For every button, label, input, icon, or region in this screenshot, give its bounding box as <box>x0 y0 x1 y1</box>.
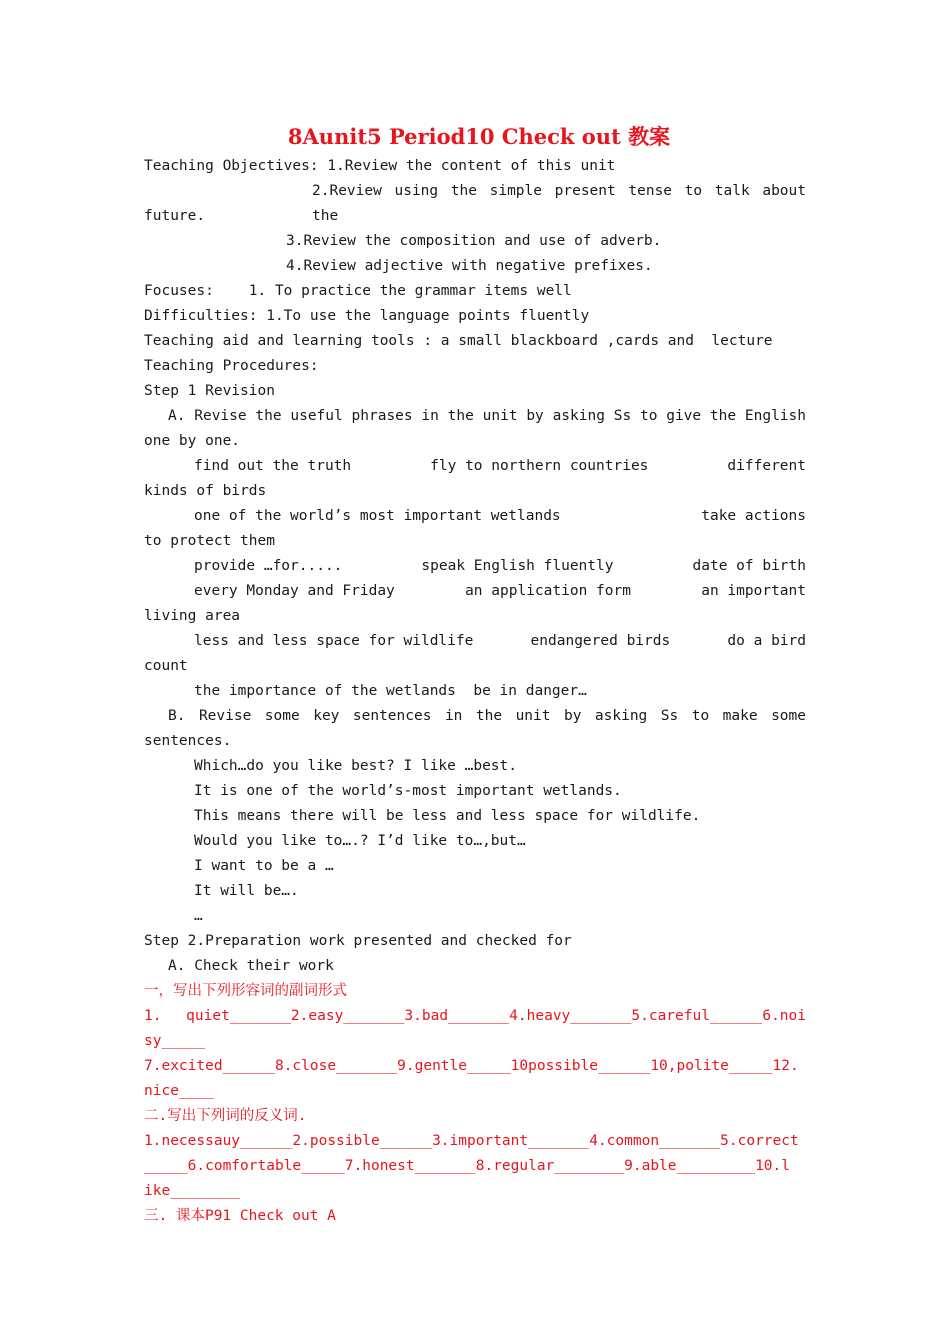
phrase-row <box>144 579 806 604</box>
step-1-b: B. Revise some key sentences in the unit by asking Ss to make some <box>168 708 806 724</box>
exercise-1-line: 7.excited______8.close_______9.gentle_____10possible______10,polite_____12. <box>144 1058 799 1074</box>
step-1-a: A. Revise the useful phrases in the unit by asking Ss to give the English <box>168 408 806 424</box>
step-2-a: A. Check their work <box>168 958 334 974</box>
exercise-1-heading: 一，写出下列形容词的副词形式 <box>144 983 347 999</box>
objective-1: Teaching Objectives: 1.Review the content of this unit <box>144 158 616 174</box>
phrase: fly to northern countries <box>430 458 649 474</box>
phrase-row <box>144 504 806 529</box>
phrase: endangered birds <box>530 633 671 649</box>
sentence: Which…do you like best? I like …best. <box>194 758 518 774</box>
phrase-cont: kinds of birds <box>144 483 267 499</box>
phrase-cont: living area <box>144 608 241 624</box>
page-title: 8Aunit5 Period10 Check out 教案 <box>287 124 671 149</box>
phrase: take actions <box>701 508 806 524</box>
teaching-procedures: Teaching Procedures: <box>144 358 319 374</box>
exercise-2-line: _____6.comfortable_____7.honest_______8.regular________9.able_________10.l <box>144 1158 791 1174</box>
phrase: provide …for..... <box>194 558 343 574</box>
objective-3: 3.Review the composition and use of adverb. <box>286 233 662 249</box>
document-page <box>144 120 806 1229</box>
exercise-3-heading: 三. 课本P91 Check out A <box>144 1208 336 1224</box>
step-1-b-cont: sentences. <box>144 733 232 749</box>
phrase-row <box>144 629 806 654</box>
sentence: I want to be a … <box>194 858 334 874</box>
step-1-heading: Step 1 Revision <box>144 383 275 399</box>
sentence: It will be…. <box>194 883 299 899</box>
step-1-a-cont: one by one. <box>144 433 241 449</box>
phrase-row: the importance of the wetlands be in danger… <box>194 683 587 699</box>
phrase-cont: count <box>144 658 188 674</box>
phrase: an important <box>701 583 806 599</box>
phrase: date of birth <box>692 558 806 574</box>
exercise-2-line: ike________ <box>144 1183 241 1199</box>
objective-2-cont: future. <box>144 208 206 224</box>
exercise-2-heading: 二.写出下列词的反义词. <box>144 1108 307 1124</box>
phrase: different <box>727 458 806 474</box>
objective-2: 2.Review using the simple present tense to talk about the <box>312 183 806 224</box>
sentence: Would you like to….? I’d like to…,but… <box>194 833 526 849</box>
phrase: do a bird <box>727 633 806 649</box>
focuses: Focuses: 1. To practice the grammar items well <box>144 283 572 299</box>
phrase-row <box>144 454 806 479</box>
exercise-1-line: sy_____ <box>144 1033 206 1049</box>
objective-4: 4.Review adjective with negative prefixes. <box>286 258 653 274</box>
sentence: … <box>194 908 203 924</box>
sentence: It is one of the world’s-most important wetlands. <box>194 783 622 799</box>
difficulties: Difficulties: 1.To use the language points fluently <box>144 308 590 324</box>
phrase-cont: to protect them <box>144 533 275 549</box>
phrase: find out the truth <box>194 458 352 474</box>
phrase-row <box>144 554 806 579</box>
exercise-2-line: 1.necessauy______2.possible______3.important_______4.common_______5.correct <box>144 1133 799 1149</box>
teaching-aids: Teaching aid and learning tools : a small blackboard ,cards and lecture <box>144 333 773 349</box>
step-2-heading: Step 2.Preparation work presented and checked for <box>144 933 572 949</box>
exercise-1-line: 1. quiet_______2.easy_______3.bad_______4.heavy_______5.careful______6.noi <box>144 1008 806 1024</box>
sentence: This means there will be less and less space for wildlife. <box>194 808 701 824</box>
phrase: less and less space for wildlife <box>194 633 474 649</box>
phrase: an application form <box>465 583 631 599</box>
phrase: one of the world’s most important wetlands <box>194 508 561 524</box>
phrase: every Monday and Friday <box>194 583 395 599</box>
phrase: speak English fluently <box>421 558 614 574</box>
exercise-1-line: nice____ <box>144 1083 214 1099</box>
